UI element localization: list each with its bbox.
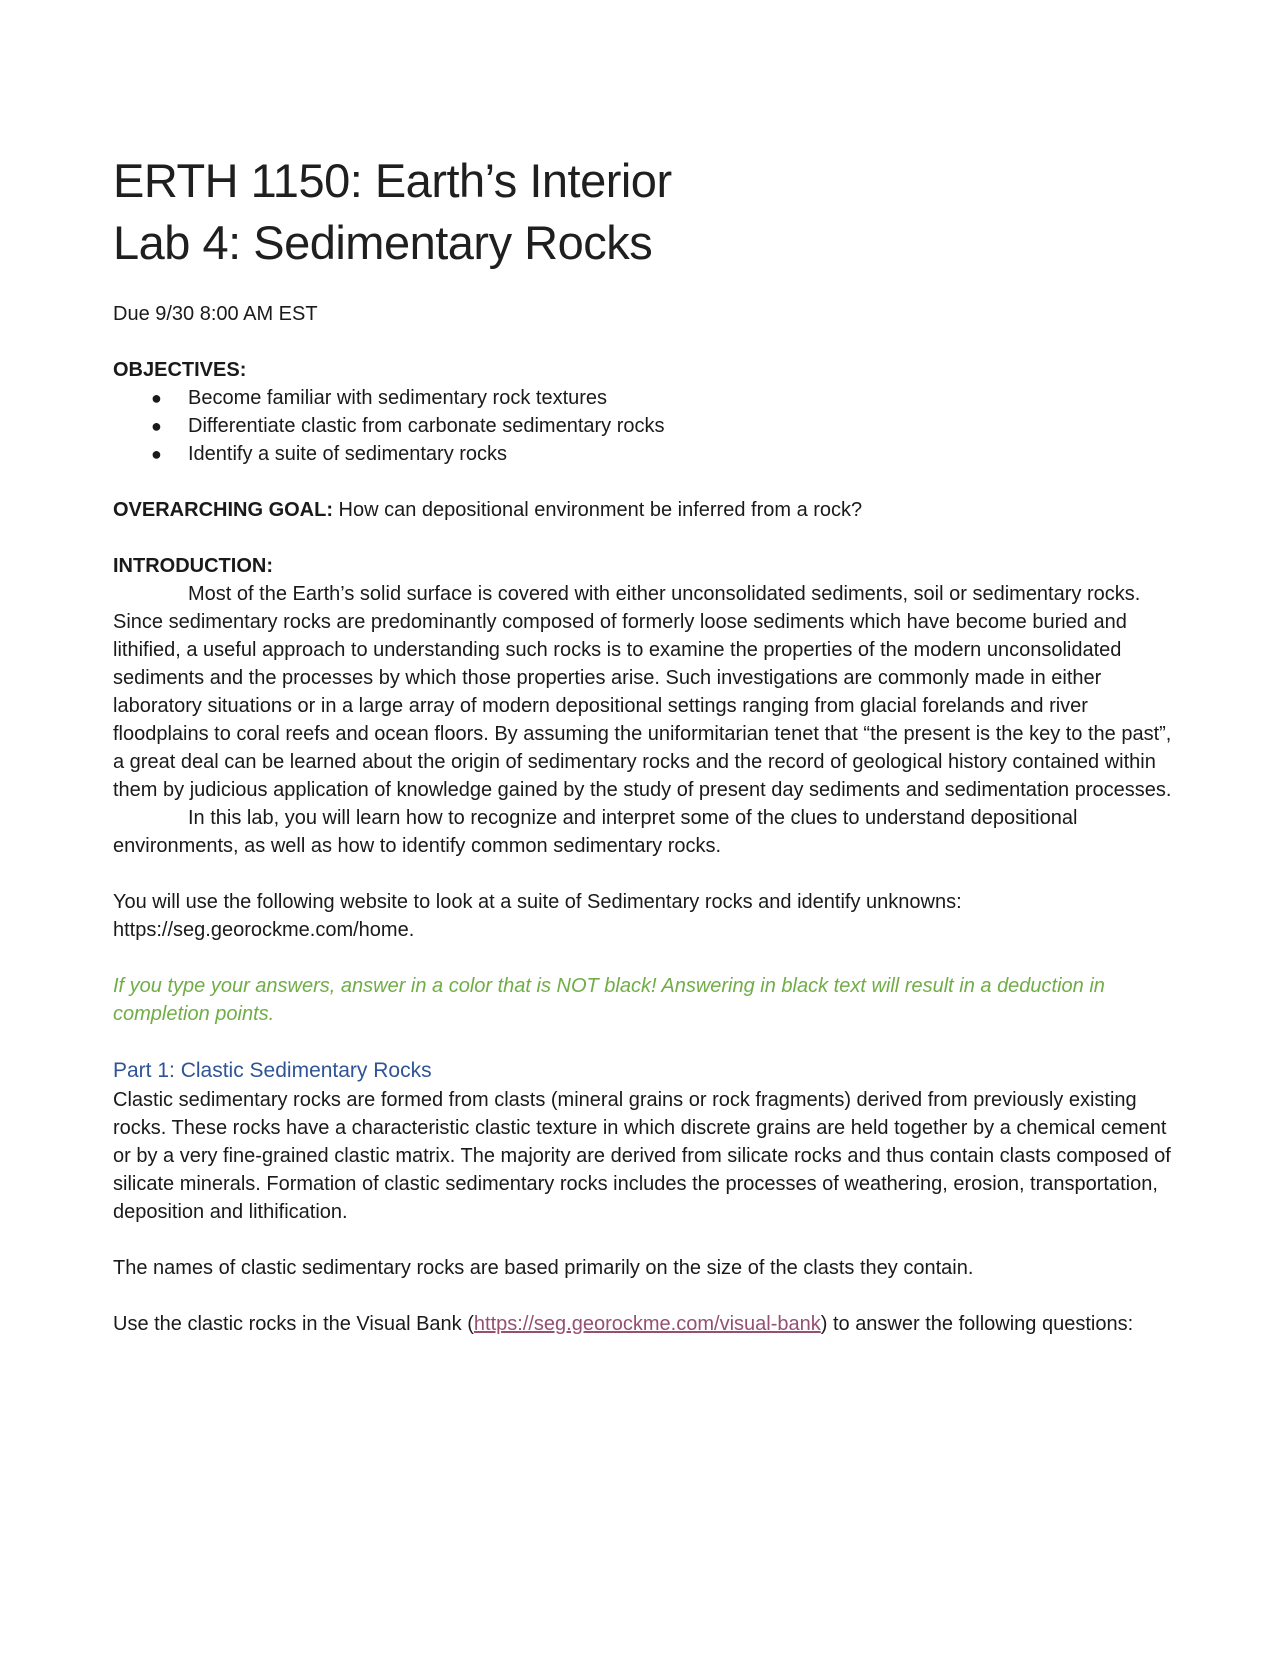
overarching-goal (113, 496, 1173, 524)
part1-paragraph-3: Use the clastic rocks in the Visual Bank (https://seg.georockme.com/visual-bank) to answer the following questions: (113, 1313, 1134, 1335)
goal-label: OVERARCHING GOAL: (113, 499, 333, 521)
lab-title: Lab 4: Sedimentary Rocks (113, 216, 653, 269)
introduction-paragraph-2: In this lab, you will learn how to recognize and interpret some of the clues to understand depositional environments, as well as how to identify common sedimentary rocks. (113, 807, 1078, 857)
bullet-icon: ● (151, 444, 162, 464)
introduction-paragraph-1: Most of the Earth’s solid surface is covered with either unconsolidated sediments, soil or sedimentary rocks. Since sedimentary rocks are predominantly composed of formerly loose sediments which have become buried and lithified, a useful approach to understanding such rocks is to examine the properties of the modern unconsolidated sediments and the processes by which those properties arise. Such investigations are commonly made in either laboratory situations or in a large array of modern depositional settings ranging from glacial forelands and river floodplains to coral reefs and ocean floors. By assuming the uniformitarian tenet that “the present is the key to the past”, a great deal can be learned about the origin of sedimentary rocks and the record of geological history contained within them by judicious application of knowledge gained by the study of present day sediments and sedimentation processes. (113, 583, 1172, 801)
part1-paragraph-2: The names of clastic sedimentary rocks are based primarily on the size of the clasts they contain. (113, 1257, 974, 1279)
website-url: https://seg.georockme.com/home. (113, 919, 415, 941)
objectives-heading: OBJECTIVES: (113, 359, 247, 381)
objectives-list (113, 384, 1173, 468)
due-date: Due 9/30 8:00 AM EST (113, 303, 318, 325)
answer-color-instruction: If you type your answers, answer in a color that is NOT black! Answering in black text will result in a deduction in completion points. (113, 975, 1105, 1025)
list-item: ● Identify a suite of sedimentary rocks (113, 440, 1173, 468)
website-paragraph (113, 888, 1173, 944)
list-item: ● Differentiate clastic from carbonate sedimentary rocks (113, 412, 1173, 440)
website-text: You will use the following website to look at a suite of Sedimentary rocks and identify unknowns: (113, 891, 962, 913)
course-title: ERTH 1150: Earth’s Interior (113, 154, 672, 207)
part1-paragraph-1: Clastic sedimentary rocks are formed from clasts (mineral grains or rock fragments) derived from previously existing rocks. These rocks have a characteristic clastic texture in which discrete grains are held together by a chemical cement or by a very fine-grained clastic matrix. The majority are derived from silicate rocks and thus contain clasts composed of silicate minerals. Formation of clastic sedimentary rocks includes the processes of weathering, erosion, transportation, deposition and lithification. (113, 1089, 1171, 1223)
introduction-heading: INTRODUCTION: (113, 555, 273, 577)
document-title (113, 150, 1173, 274)
bullet-icon: ● (151, 388, 162, 408)
goal-text: How can depositional environment be inferred from a rock? (333, 499, 863, 521)
visual-bank-link[interactable]: https://seg.georockme.com/visual-bank (473, 1313, 821, 1335)
document-page (113, 150, 1173, 1338)
bullet-icon: ● (151, 416, 162, 436)
list-item: ● Become familiar with sedimentary rock textures (113, 384, 1173, 412)
part1-heading: Part 1: Clastic Sedimentary Rocks (113, 1059, 432, 1082)
